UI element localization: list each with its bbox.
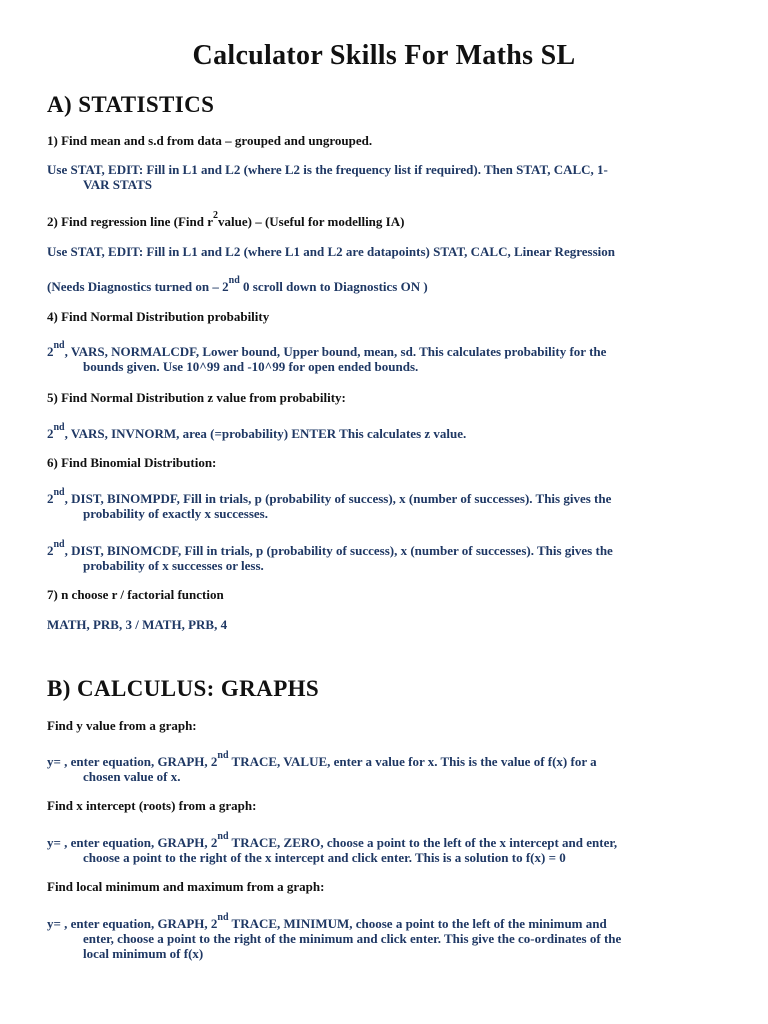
answer-2: Use STAT, EDIT: Fill in L1 and L2 (where L1 and L2 are datapoints) STAT, CALC, Linear Regression <box>47 244 615 259</box>
question-7: 7) n choose r / factorial function <box>47 587 224 602</box>
section-heading-calculus: B) CALCULUS: GRAPHS <box>47 676 320 701</box>
superscript: nd <box>53 538 65 550</box>
answer-7: MATH, PRB, 3 / MATH, PRB, 4 <box>47 617 228 632</box>
superscript: nd <box>53 339 65 351</box>
superscript: nd <box>217 830 229 842</box>
answer-6b <box>47 538 687 573</box>
answer-b2 <box>47 830 687 865</box>
answer-6a <box>47 486 687 521</box>
question-2-text: 2) Find regression line (Find r <box>47 214 213 229</box>
answer-b3-line-3: local minimum of f(x) <box>83 946 204 961</box>
question-1: 1) Find mean and s.d from data – grouped and ungrouped. <box>47 133 373 148</box>
section-heading-statistics: A) STATISTICS <box>47 92 215 117</box>
answer-b3-prefix: y= , enter equation, GRAPH, 2 <box>47 916 218 931</box>
answer-b2-line-1: TRACE, ZERO, choose a point to the left of the x intercept and enter, <box>228 835 618 850</box>
question-2-text-end: value) – (Useful for modelling IA) <box>218 214 405 229</box>
superscript: nd <box>53 486 65 498</box>
answer-b2-line-2: choose a point to the right of the x intercept and click enter. This is a solution to f(x) = 0 <box>83 850 566 865</box>
answer-6a-line-1: , DIST, BINOMPDF, Fill in trials, p (probability of success), x (number of successes). This gives the <box>64 491 612 506</box>
answer-4-prefix: 2 <box>47 344 54 359</box>
question-b2: Find x intercept (roots) from a graph: <box>47 798 257 813</box>
answer-4-line-1: , VARS, NORMALCDF, Lower bound, Upper bound, mean, sd. This calculates probability for the <box>64 344 607 359</box>
answer-4 <box>47 339 687 374</box>
answer-b1-line-2: chosen value of x. <box>83 769 181 784</box>
superscript: nd <box>217 911 229 923</box>
superscript: nd <box>217 749 229 761</box>
answer-6b-line-1: , DIST, BINOMCDF, Fill in trials, p (probability of success), x (number of successes). This gives the <box>64 543 613 558</box>
page-title: Calculator Skills For Maths SL <box>192 40 576 71</box>
superscript: nd <box>53 421 65 433</box>
question-4: 4) Find Normal Distribution probability <box>47 309 270 324</box>
answer-4-line-2: bounds given. Use 10^99 and -10^99 for open ended bounds. <box>83 359 419 374</box>
superscript: nd <box>228 274 240 286</box>
answer-5 <box>47 421 687 441</box>
answer-6a-prefix: 2 <box>47 491 54 506</box>
question-b3: Find local minimum and maximum from a graph: <box>47 879 325 894</box>
answer-b3-line-2: enter, choose a point to the right of the minimum and click enter. This give the co-ordinates of the <box>83 931 622 946</box>
answer-5-line-1: , VARS, INVNORM, area (=probability) ENTER This calculates z value. <box>64 426 467 441</box>
answer-b2-prefix: y= , enter equation, GRAPH, 2 <box>47 835 218 850</box>
question-b1: Find y value from a graph: <box>47 718 197 733</box>
answer-5-prefix: 2 <box>47 426 54 441</box>
answer-2-note-text-end: 0 scroll down to Diagnostics ON ) <box>239 279 428 294</box>
answer-2-note <box>47 274 687 294</box>
question-5: 5) Find Normal Distribution z value from probability: <box>47 390 346 405</box>
question-2 <box>47 209 405 230</box>
answer-6b-prefix: 2 <box>47 543 54 558</box>
answer-1-line-1: Use STAT, EDIT: Fill in L1 and L2 (where L2 is the frequency list if required). Then STAT, CALC, 1- <box>47 162 608 177</box>
answer-b3-line-1: TRACE, MINIMUM, choose a point to the left of the minimum and <box>228 916 607 931</box>
answer-2-note-text: (Needs Diagnostics turned on – 2 <box>47 279 229 294</box>
answer-6b-line-2: probability of x successes or less. <box>83 558 264 573</box>
question-6: 6) Find Binomial Distribution: <box>47 455 217 470</box>
answer-b1-line-1: TRACE, VALUE, enter a value for x. This is the value of f(x) for a <box>228 754 597 769</box>
answer-b1-prefix: y= , enter equation, GRAPH, 2 <box>47 754 218 769</box>
answer-1-line-2: VAR STATS <box>83 177 152 192</box>
answer-b3 <box>47 911 687 961</box>
answer-6a-line-2: probability of exactly x successes. <box>83 506 268 521</box>
answer-b1 <box>47 749 687 784</box>
superscript: 2 <box>213 209 218 221</box>
answer-1 <box>47 162 687 192</box>
